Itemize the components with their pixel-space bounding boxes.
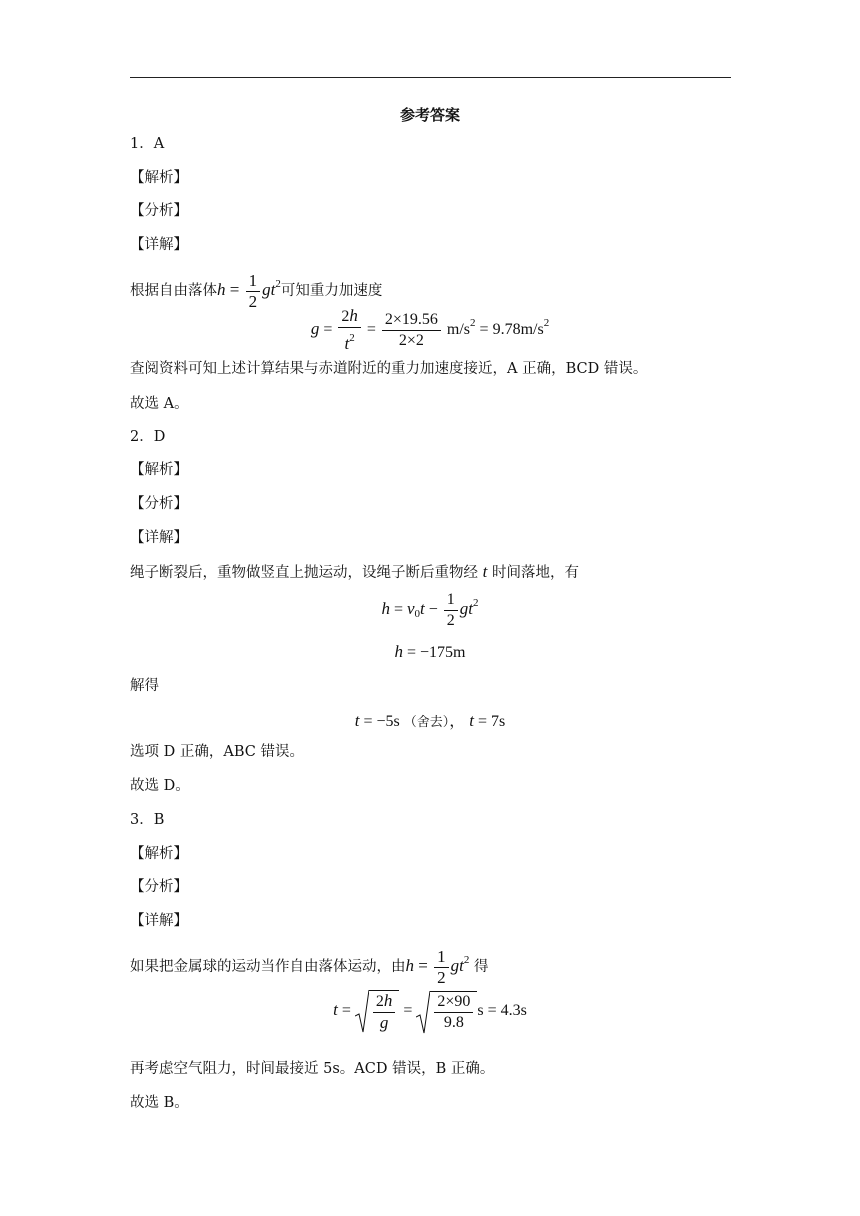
question-number: 3．B <box>130 812 165 828</box>
page-title: 参考答案 <box>399 106 460 124</box>
eq2-value: −175m <box>420 644 466 661</box>
fenxi-label: 【分析】 <box>130 203 188 219</box>
eq3-result: s = 4.3s <box>477 1002 527 1020</box>
formula-free-fall: h = $\frac{1}{2}$ $gt^2$ <box>405 946 470 987</box>
jiexi-label: 【解析】 <box>130 846 188 862</box>
equation-t-solution: t = −5s （舍去）， t = 7s <box>354 711 506 730</box>
intro-text-before: 绳子断裂后，重物做竖直上抛运动，设绳子断后重物经 <box>130 565 478 581</box>
conclusion-text: 再考虑空气阻力，时间最接近 5s。ACD 错误，B 正确。 <box>130 1061 495 1077</box>
eq3-g: 9.8 <box>443 1013 464 1031</box>
variable-t: t <box>482 562 488 581</box>
equation-motion: $h = v_0t$ − $\frac{1}{2}$ $gt^2$ <box>381 591 479 629</box>
xiangjie-label: 【详解】 <box>130 237 188 253</box>
intro-text-after: 时间落地，有 <box>491 565 579 581</box>
equation-g: g = $\frac{2h}{t^2}$ = $\frac{2\times 19.56}{2\times 2}$ $m/s^2 = 9.78m/s^2$ <box>310 306 550 353</box>
formula-free-fall: h = $\frac{1}{2}$ $gt^2$ <box>217 270 281 311</box>
intro-text-before: 如果把金属球的运动当作自由落体运动，由 <box>130 959 406 975</box>
solve-label: 解得 <box>130 678 159 694</box>
intro-text-before: 根据自由落体 <box>130 283 217 299</box>
solution-intro <box>130 942 488 988</box>
solution-intro <box>130 562 579 583</box>
equation-t-sqrt: t = $\frac{2h}{g}$ = $\frac{2\times 90}{9.8}$ s = 4.3s <box>333 991 527 1032</box>
question-number: 2．D <box>130 429 166 445</box>
eq3-h: 90 <box>454 992 471 1010</box>
xiangjie-label: 【详解】 <box>130 913 188 929</box>
header-rule <box>130 77 731 78</box>
fenxi-label: 【分析】 <box>130 496 188 512</box>
xiangjie-label: 【详解】 <box>130 530 188 546</box>
question-number: 1．A <box>130 136 165 152</box>
answer-text: 故选 D。 <box>130 778 190 794</box>
conclusion-text: 查阅资料可知上述计算结果与赤道附近的重力加速度接近，A 正确，BCD 错误。 <box>130 361 648 377</box>
conclusion-text: 选项 D 正确，ABC 错误。 <box>130 744 304 760</box>
discard-note: （舍去） <box>403 715 450 730</box>
t-negative: −5s <box>376 713 400 730</box>
eq1-value: 19.56 <box>401 311 438 328</box>
solution-intro <box>130 266 382 312</box>
eq1-result: 9.78m/s <box>492 321 544 339</box>
answer-text: 故选 B。 <box>130 1095 189 1111</box>
jiexi-label: 【解析】 <box>130 462 188 478</box>
t-positive: 7s <box>491 713 506 730</box>
answer-text: 故选 A。 <box>130 396 189 412</box>
intro-text-after: 可知重力加速度 <box>280 283 383 299</box>
equation-h-value: h = −175m <box>394 642 466 661</box>
jiexi-label: 【解析】 <box>130 170 188 186</box>
intro-text-after: 得 <box>473 959 489 975</box>
fenxi-label: 【分析】 <box>130 879 188 895</box>
